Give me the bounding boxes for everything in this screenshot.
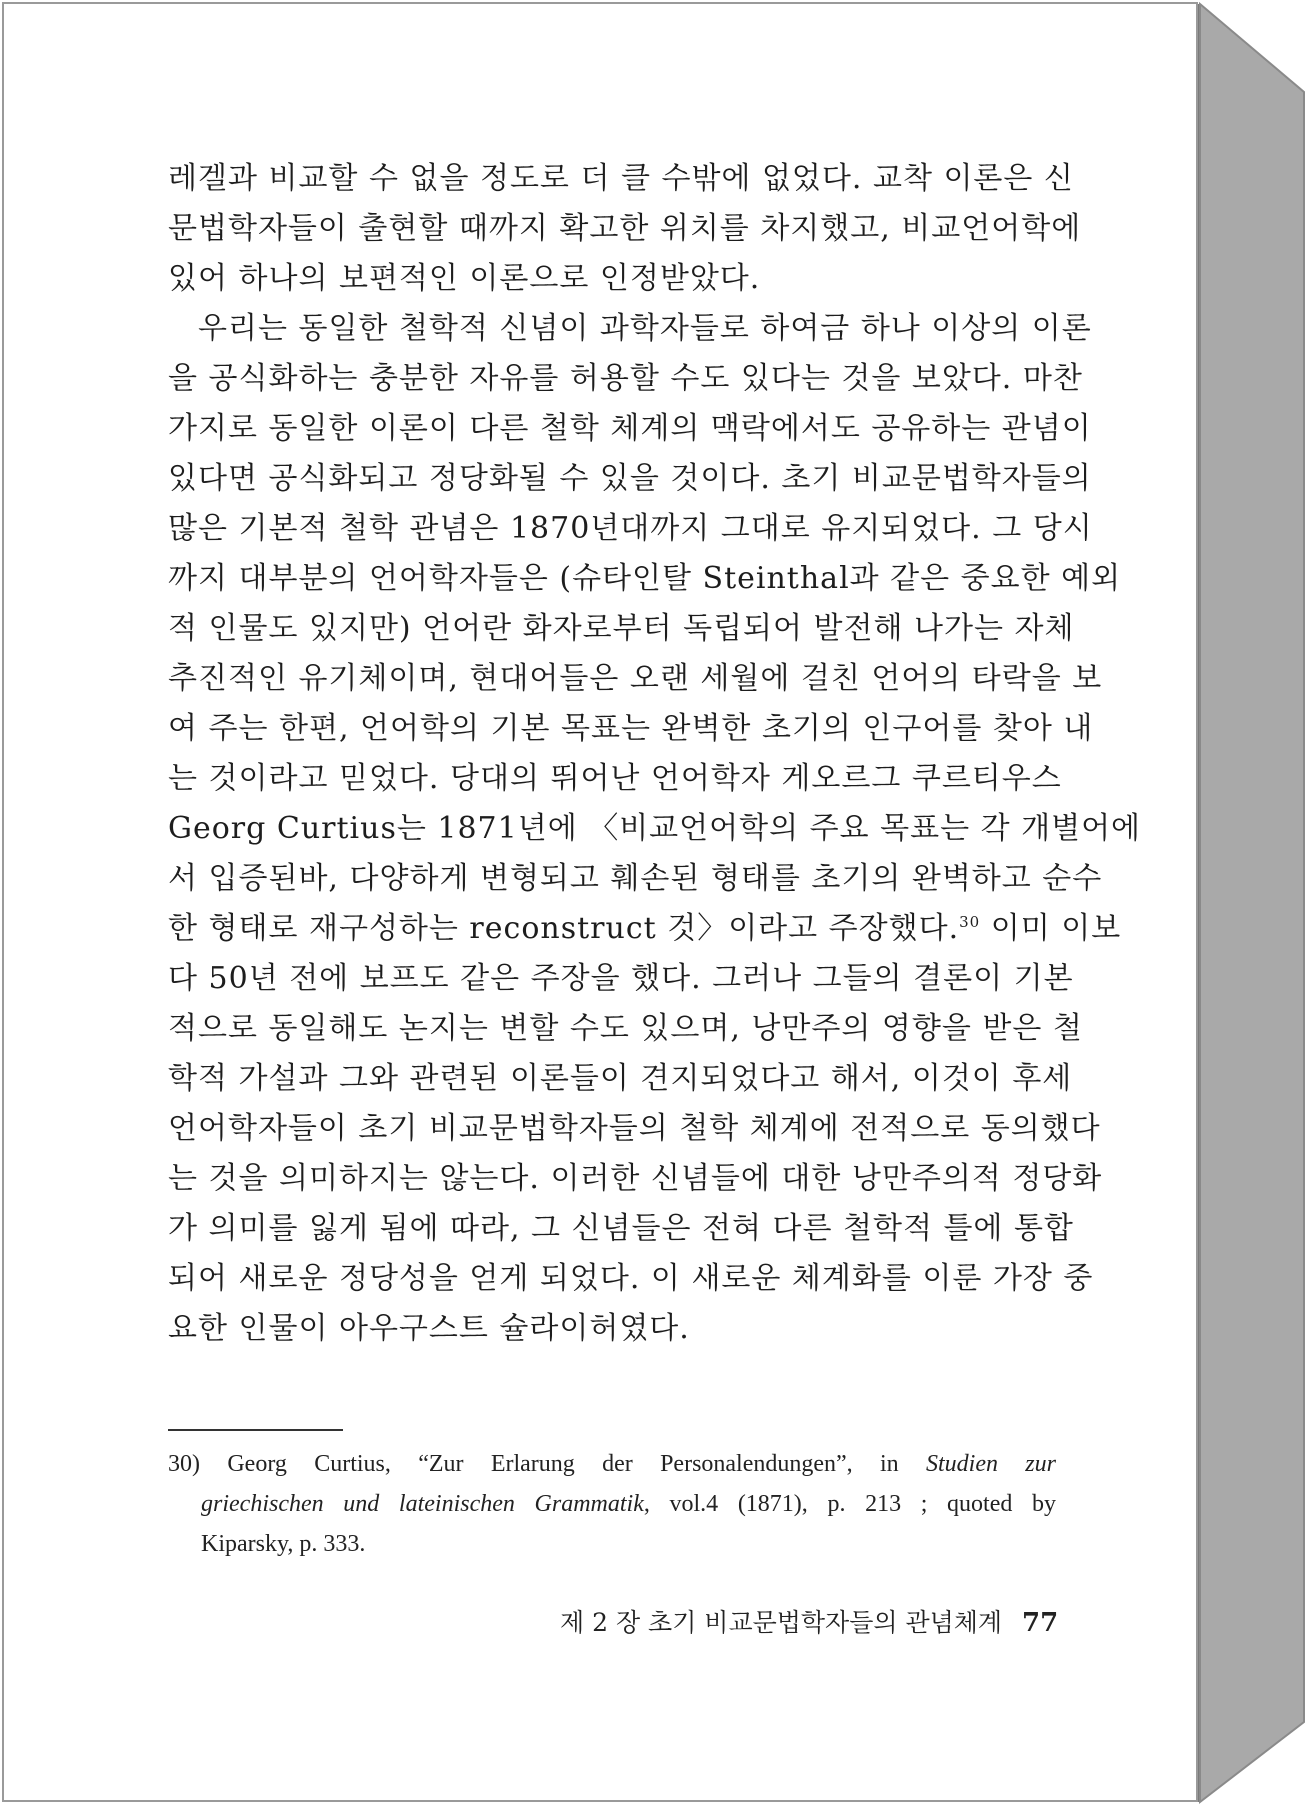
paragraph-2-line-11: Georg Curtius는 1871년에 〈비교언어학의 주요 목표는 각 개별어에: [168, 811, 1142, 846]
paragraph-2-line-6: 까지 대부분의 언어학자들은 (슈타인탈 Steinthal과 같은 중요한 예외: [168, 561, 1122, 596]
paragraph-2-line-4: 있다면 공식화되고 정당화될 수 있을 것이다. 초기 비교문법학자들의: [168, 461, 1092, 496]
paragraph-1-line-1: 레겔과 비교할 수 없을 정도로 더 클 수밖에 없었다. 교착 이론은 신: [168, 161, 1074, 196]
paragraph-2-line-13: 한 형태로 재구성하는 reconstruct 것〉이라고 주장했다.$^{30}$ 이미 이보: [168, 911, 1122, 946]
footnote-line-1: 30) Georg Curtius, “Zur Erlarung der Personalendungen”, in Studien zur: [168, 1451, 1056, 1477]
paragraph-2-line-3: 가지로 동일한 이론이 다른 철학 체계의 맥락에서도 공유하는 관념이: [168, 411, 1092, 446]
footnote-divider: [168, 1429, 343, 1431]
page-number: 77: [1022, 1608, 1059, 1638]
footnote-line-3: Kiparsky, p. 333.: [201, 1531, 366, 1557]
paragraph-2-line-20: 되어 새로운 정당성을 얻게 되었다. 이 새로운 체계화를 이룬 가장 중: [168, 1261, 1094, 1296]
footnote-line-2: griechischen und lateinischen Grammatik, vol.4 (1871), p. 213 ; quoted by: [201, 1491, 1057, 1517]
paragraph-2-line-19: 가 의미를 잃게 됨에 따라, 그 신념들은 전혀 다른 철학적 틀에 통합: [168, 1211, 1074, 1246]
footnote-reference: 30: [959, 913, 981, 931]
paragraph-2-line-8: 추진적인 유기체이며, 현대어들은 오랜 세월에 걸친 언어의 타락을 보: [168, 661, 1103, 696]
paragraph-2-line-14: 다 50년 전에 보프도 같은 주장을 했다. 그러나 그들의 결론이 기본: [168, 961, 1074, 996]
paragraph-2-line-18: 는 것을 의미하지는 않는다. 이러한 신념들에 대한 낭만주의적 정당화: [168, 1161, 1103, 1196]
paragraph-2-line-12: 서 입증된바, 다양하게 변형되고 훼손된 형태를 초기의 완벽하고 순수: [168, 861, 1103, 896]
paragraph-2-line-17: 언어학자들이 초기 비교문법학자들의 철학 체계에 전적으로 동의했다: [168, 1111, 1101, 1146]
paragraph-2-line-21: 요한 인물이 아우구스트 슐라이허였다.: [168, 1311, 690, 1346]
running-footer: [560, 1606, 1059, 1640]
paragraph-1-line-2: 문법학자들이 출현할 때까지 확고한 위치를 차지했고, 비교언어학에: [168, 211, 1082, 246]
paragraph-2-line-2: 을 공식화하는 충분한 자유를 허용할 수도 있다는 것을 보았다. 마찬: [168, 361, 1083, 396]
paragraph-2-line-15: 적으로 동일해도 논지는 변할 수도 있으며, 낭만주의 영향을 받은 철: [168, 1011, 1083, 1046]
footnote: [168, 1444, 1056, 1564]
paragraph-2-line-1: 우리는 동일한 철학적 신념이 과학자들로 하여금 하나 이상의 이론: [198, 311, 1092, 346]
paragraph-2-line-16: 학적 가설과 그와 관련된 이론들이 견지되었다고 해서, 이것이 후세: [168, 1061, 1073, 1096]
paragraph-2-line-9: 여 주는 한편, 언어학의 기본 목표는 완벽한 초기의 인구어를 찾아 내: [168, 711, 1094, 746]
paragraph-2-line-7: 적 인물도 있지만) 언어란 화자로부터 독립되어 발전해 나가는 자체: [168, 611, 1075, 646]
body-text: [168, 154, 1142, 1354]
line-tail: 이미 이보: [980, 911, 1122, 946]
paragraph-1-line-3: 있어 하나의 보편적인 이론으로 인정받았다.: [168, 261, 761, 296]
chapter-title: 제 2 장 초기 비교문법학자들의 관념체계: [560, 1608, 1003, 1637]
paragraph-2-line-10: 는 것이라고 믿었다. 당대의 뛰어난 언어학자 게오르그 쿠르티우스: [168, 761, 1062, 796]
paragraph-2-line-5: 많은 기본적 철학 관념은 1870년대까지 그대로 유지되었다. 그 당시: [168, 511, 1093, 546]
